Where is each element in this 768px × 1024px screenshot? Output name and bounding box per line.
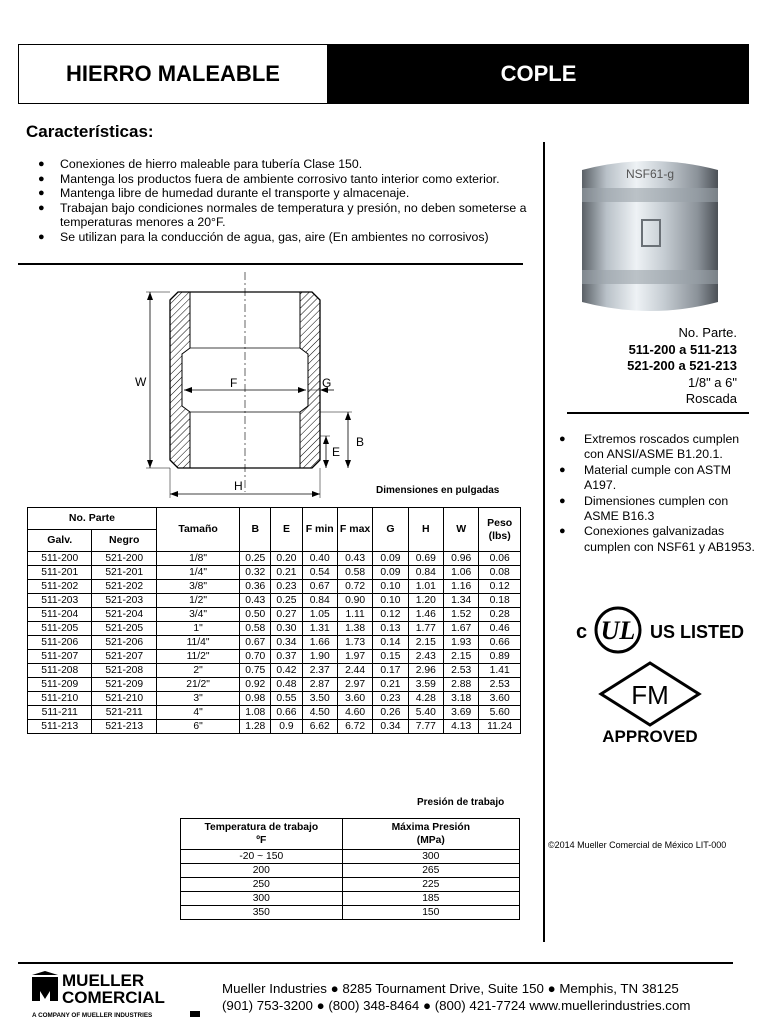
- table-cell: 6.72: [337, 720, 372, 734]
- table-cell: 1.38: [337, 622, 372, 636]
- table-cell: 0.32: [240, 566, 271, 580]
- table-cell: 0.14: [373, 636, 408, 650]
- table-cell: 5.60: [479, 706, 521, 720]
- table-cell: 511-207: [28, 650, 92, 664]
- table-cell: 1.46: [408, 608, 443, 622]
- table-cell: 150: [342, 906, 519, 920]
- dim-b-label: B: [356, 435, 365, 449]
- table-cell: 2.87: [302, 678, 337, 692]
- mueller-text-2: COMERCIAL: [62, 988, 165, 1007]
- table-cell: 0.13: [373, 622, 408, 636]
- table-cell: 0.28: [479, 608, 521, 622]
- table-cell: 1/2": [156, 594, 239, 608]
- table-cell: 2.37: [302, 664, 337, 678]
- table-cell: 2.15: [408, 636, 443, 650]
- col-w: W: [443, 508, 478, 552]
- table-row: [28, 608, 521, 622]
- table-cell: 2.88: [443, 678, 478, 692]
- table-row: [181, 892, 520, 906]
- table-cell: 2": [156, 664, 239, 678]
- table-cell: 511-211: [28, 706, 92, 720]
- ul-listed-text: US LISTED: [650, 622, 745, 642]
- table-cell: 0.72: [337, 580, 372, 594]
- col-h: H: [408, 508, 443, 552]
- table-cell: 0.92: [240, 678, 271, 692]
- table-cell: 0.20: [271, 552, 302, 566]
- table-cell: 1.93: [443, 636, 478, 650]
- table-row: [28, 706, 521, 720]
- footer-phones: (901) 753-3200 ● (800) 348-8464 ● (800) 421-7724 www.muellerindustries.com: [222, 998, 691, 1013]
- compliance-item: ● Conexiones galvanizadas cumplen con NSF61 y AB1953.: [556, 524, 761, 555]
- table-cell: 0.43: [240, 594, 271, 608]
- table-cell: 0.25: [240, 552, 271, 566]
- table-cell: 0.17: [373, 664, 408, 678]
- part-label: No. Parte.: [678, 325, 737, 340]
- table-cell: 0.50: [240, 608, 271, 622]
- dim-g-label: G: [322, 376, 332, 390]
- divider: [18, 263, 523, 265]
- table-row: [28, 594, 521, 608]
- table-cell: 4": [156, 706, 239, 720]
- col-pressure-line1: Máxima Presión: [391, 822, 470, 833]
- table-cell: 0.23: [271, 580, 302, 594]
- pressure-label: Presión de trabajo: [417, 797, 505, 808]
- table-cell: 1.34: [443, 594, 478, 608]
- table-cell: 521-206: [92, 636, 156, 650]
- table-cell: 0.34: [271, 636, 302, 650]
- table-cell: 1.01: [408, 580, 443, 594]
- header-left-title: HIERRO MALEABLE: [18, 44, 328, 104]
- table-cell: 2.96: [408, 664, 443, 678]
- table-cell: 1.41: [479, 664, 521, 678]
- table-cell: 1.11: [337, 608, 372, 622]
- table-cell: 350: [181, 906, 343, 920]
- table-cell: 511-200: [28, 552, 92, 566]
- features-title: Características:: [26, 122, 154, 141]
- table-cell: 1": [156, 622, 239, 636]
- table-row: [28, 664, 521, 678]
- table-cell: 0.10: [373, 594, 408, 608]
- table-cell: 0.27: [271, 608, 302, 622]
- header-right-title: [328, 44, 749, 104]
- table-cell: 521-201: [92, 566, 156, 580]
- table-cell: 6": [156, 720, 239, 734]
- dim-w-label: W: [135, 375, 147, 389]
- table-cell: 511-201: [28, 566, 92, 580]
- table-cell: 5.40: [408, 706, 443, 720]
- table-cell: 521-203: [92, 594, 156, 608]
- table-cell: 3": [156, 692, 239, 706]
- table-cell: 185: [342, 892, 519, 906]
- pipe-coupling-photo: [560, 152, 740, 320]
- table-cell: 2.15: [443, 650, 478, 664]
- col-galv: Galv.: [28, 530, 92, 552]
- table-cell: 511-208: [28, 664, 92, 678]
- compliance-item: ● Extremos roscados cumplen con ANSI/ASME B1.20.1.: [556, 432, 761, 463]
- coupling-section-diagram: [126, 270, 376, 505]
- table-cell: 0.67: [240, 636, 271, 650]
- table-cell: 0.9: [271, 720, 302, 734]
- table-cell: 1/8": [156, 552, 239, 566]
- table-row: [181, 864, 520, 878]
- part-type: Roscada: [685, 391, 737, 406]
- table-cell: 0.66: [479, 636, 521, 650]
- table-cell: 3.60: [337, 692, 372, 706]
- table-cell: 511-210: [28, 692, 92, 706]
- table-cell: 4.60: [337, 706, 372, 720]
- table-cell: 0.23: [373, 692, 408, 706]
- table-cell: 11/2": [156, 650, 239, 664]
- table-cell: 0.18: [479, 594, 521, 608]
- table-cell: 0.26: [373, 706, 408, 720]
- table-row: [28, 552, 521, 566]
- col-pressure-line2: (MPa): [416, 835, 445, 846]
- table-cell: 2.44: [337, 664, 372, 678]
- table-cell: 21/2": [156, 678, 239, 692]
- table-cell: 0.21: [271, 566, 302, 580]
- compliance-list: [556, 432, 761, 555]
- table-cell: 1.31: [302, 622, 337, 636]
- table-cell: 0.43: [337, 552, 372, 566]
- part-sizes: 1/8" a 6": [688, 374, 737, 390]
- table-cell: 521-213: [92, 720, 156, 734]
- part-info: [560, 325, 737, 408]
- table-cell: 1.66: [302, 636, 337, 650]
- table-cell: 0.58: [240, 622, 271, 636]
- table-cell: 0.46: [479, 622, 521, 636]
- footer-address: Mueller Industries ● 8285 Tournament Drive, Suite 150 ● Memphis, TN 38125: [222, 981, 679, 996]
- fm-approved-text: APPROVED: [602, 727, 698, 746]
- mueller-text-3: A COMPANY OF MUELLER INDUSTRIES: [32, 1012, 153, 1019]
- table-cell: 521-207: [92, 650, 156, 664]
- table-cell: 0.25: [271, 594, 302, 608]
- table-cell: 511-202: [28, 580, 92, 594]
- col-negro: Negro: [92, 530, 156, 552]
- table-cell: 3.59: [408, 678, 443, 692]
- pressure-table: [180, 818, 520, 920]
- table-cell: 4.50: [302, 706, 337, 720]
- mueller-text-1: MUELLER: [62, 971, 145, 990]
- table-row: [28, 636, 521, 650]
- table-cell: 521-210: [92, 692, 156, 706]
- feature-item: ● Conexiones de hierro maleable para tubería Clase 150.: [26, 157, 538, 172]
- table-row: [181, 906, 520, 920]
- mueller-comercial-logo: [30, 969, 210, 1021]
- col-temperature: [181, 819, 343, 850]
- table-cell: 0.89: [479, 650, 521, 664]
- table-cell: 521-209: [92, 678, 156, 692]
- table-cell: 0.15: [373, 650, 408, 664]
- table-cell: 521-204: [92, 608, 156, 622]
- table-cell: 521-208: [92, 664, 156, 678]
- table-cell: 1.06: [443, 566, 478, 580]
- table-cell: 0.34: [373, 720, 408, 734]
- table-cell: 511-203: [28, 594, 92, 608]
- table-cell: 0.09: [373, 566, 408, 580]
- table-cell: 4.13: [443, 720, 478, 734]
- table-cell: 3/8": [156, 580, 239, 594]
- table-cell: 0.66: [271, 706, 302, 720]
- compliance-item: ● Material cumple con ASTM A197.: [556, 463, 761, 494]
- features-list: [26, 157, 538, 245]
- table-cell: 0.58: [337, 566, 372, 580]
- table-cell: 300: [342, 850, 519, 864]
- ul-c-text: c: [576, 621, 588, 643]
- table-cell: 11.24: [479, 720, 521, 734]
- table-cell: 0.21: [373, 678, 408, 692]
- table-cell: 521-205: [92, 622, 156, 636]
- col-temperature-line2: ºF: [256, 835, 267, 846]
- ul-mark-text: UL: [600, 616, 636, 645]
- col-fmin: F min: [302, 508, 337, 552]
- table-cell: 0.36: [240, 580, 271, 594]
- table-cell: 225: [342, 878, 519, 892]
- table-row: [28, 622, 521, 636]
- table-cell: 3.69: [443, 706, 478, 720]
- table-cell: -20 ~ 150: [181, 850, 343, 864]
- table-row: [181, 878, 520, 892]
- col-no-parte: No. Parte: [28, 508, 157, 530]
- footer-contact: [222, 980, 690, 1014]
- table-cell: 11/4": [156, 636, 239, 650]
- col-temperature-line1: Temperatura de trabajo: [204, 822, 319, 833]
- table-cell: 511-213: [28, 720, 92, 734]
- table-cell: 0.08: [479, 566, 521, 580]
- table-cell: 0.09: [373, 552, 408, 566]
- table-cell: 0.12: [373, 608, 408, 622]
- table-cell: 200: [181, 864, 343, 878]
- table-cell: 1.20: [408, 594, 443, 608]
- table-cell: 1.90: [302, 650, 337, 664]
- col-g: G: [373, 508, 408, 552]
- table-cell: 0.48: [271, 678, 302, 692]
- table-cell: 3.50: [302, 692, 337, 706]
- table-cell: 265: [342, 864, 519, 878]
- col-max-pressure: [342, 819, 519, 850]
- table-cell: 511-209: [28, 678, 92, 692]
- table-cell: 1/4": [156, 566, 239, 580]
- table-row: [28, 720, 521, 734]
- col-peso: Peso (lbs): [479, 508, 521, 552]
- table-row: [28, 650, 521, 664]
- dim-e-label: E: [332, 445, 341, 459]
- table-cell: 3.60: [479, 692, 521, 706]
- table-cell: 3.18: [443, 692, 478, 706]
- table-cell: 0.75: [240, 664, 271, 678]
- part-range-negro: 521-200 a 521-213: [627, 358, 737, 373]
- table-cell: 0.90: [337, 594, 372, 608]
- photo-stamp: NSF61-g: [625, 167, 675, 181]
- col-tamano: Tamaño: [156, 508, 239, 552]
- table-cell: 521-200: [92, 552, 156, 566]
- table-cell: 0.10: [373, 580, 408, 594]
- col-fmax: F max: [337, 508, 372, 552]
- table-cell: 300: [181, 892, 343, 906]
- table-cell: 2.53: [479, 678, 521, 692]
- dimensions-table: [27, 507, 521, 734]
- table-cell: 7.77: [408, 720, 443, 734]
- table-cell: 0.67: [302, 580, 337, 594]
- table-cell: 1.16: [443, 580, 478, 594]
- table-cell: 521-211: [92, 706, 156, 720]
- table-cell: 1.67: [443, 622, 478, 636]
- table-cell: 521-202: [92, 580, 156, 594]
- table-cell: 0.40: [302, 552, 337, 566]
- part-range-galv: 511-200 a 511-213: [628, 341, 737, 357]
- table-row: [28, 580, 521, 594]
- divider: [567, 412, 749, 414]
- table-cell: 0.37: [271, 650, 302, 664]
- table-cell: 511-205: [28, 622, 92, 636]
- col-e: E: [271, 508, 302, 552]
- table-cell: 0.98: [240, 692, 271, 706]
- feature-item: ● Mantenga los productos fuera de ambiente corrosivo tanto interior como exterior.: [26, 172, 538, 187]
- table-cell: 2.97: [337, 678, 372, 692]
- table-cell: 511-204: [28, 608, 92, 622]
- feature-item: ● Mantenga libre de humedad durante el transporte y almacenaje.: [26, 186, 538, 201]
- product-name: COPLE: [500, 61, 577, 86]
- table-cell: 1.52: [443, 608, 478, 622]
- table-cell: 2.43: [408, 650, 443, 664]
- table-cell: 3/4": [156, 608, 239, 622]
- table-row: [181, 850, 520, 864]
- feature-item: ● Trabajan bajo condiciones normales de temperatura y presión, no deben someterse a temperaturas menores a 20°F.: [26, 201, 538, 230]
- table-cell: 1.97: [337, 650, 372, 664]
- table-cell: 1.28: [240, 720, 271, 734]
- table-row: [28, 566, 521, 580]
- dim-f-label: F: [230, 376, 238, 390]
- table-cell: 0.84: [408, 566, 443, 580]
- table-cell: 0.84: [302, 594, 337, 608]
- feature-item: ● Se utilizan para la conducción de agua, gas, aire (En ambientes no corrosivos): [26, 230, 538, 245]
- compliance-item: ● Dimensiones cumplen con ASME B16.3: [556, 494, 761, 525]
- table-row: [28, 692, 521, 706]
- table-cell: 0.30: [271, 622, 302, 636]
- table-cell: 1.05: [302, 608, 337, 622]
- table-cell: 1.73: [337, 636, 372, 650]
- copyright: ©2014 Mueller Comercial de México LIT-000: [548, 840, 727, 850]
- dimensions-label: Dimensiones en pulgadas: [376, 485, 500, 496]
- footer-divider: [18, 962, 733, 964]
- table-cell: 0.69: [408, 552, 443, 566]
- table-cell: 6.62: [302, 720, 337, 734]
- table-cell: 0.70: [240, 650, 271, 664]
- ul-listed-logo: [572, 600, 762, 660]
- table-cell: 4.28: [408, 692, 443, 706]
- col-b: B: [240, 508, 271, 552]
- table-row: [28, 678, 521, 692]
- table-cell: 0.06: [479, 552, 521, 566]
- table-cell: 1.08: [240, 706, 271, 720]
- table-cell: 0.12: [479, 580, 521, 594]
- table-cell: 0.54: [302, 566, 337, 580]
- table-cell: 0.42: [271, 664, 302, 678]
- table-cell: 511-206: [28, 636, 92, 650]
- fm-mark-text: FM: [631, 680, 669, 710]
- table-cell: 2.53: [443, 664, 478, 678]
- table-cell: 0.96: [443, 552, 478, 566]
- table-cell: 0.55: [271, 692, 302, 706]
- dim-h-label: H: [234, 479, 243, 493]
- column-divider: [543, 142, 545, 942]
- table-cell: 1.77: [408, 622, 443, 636]
- fm-approved-logo: [595, 660, 705, 750]
- table-cell: 250: [181, 878, 343, 892]
